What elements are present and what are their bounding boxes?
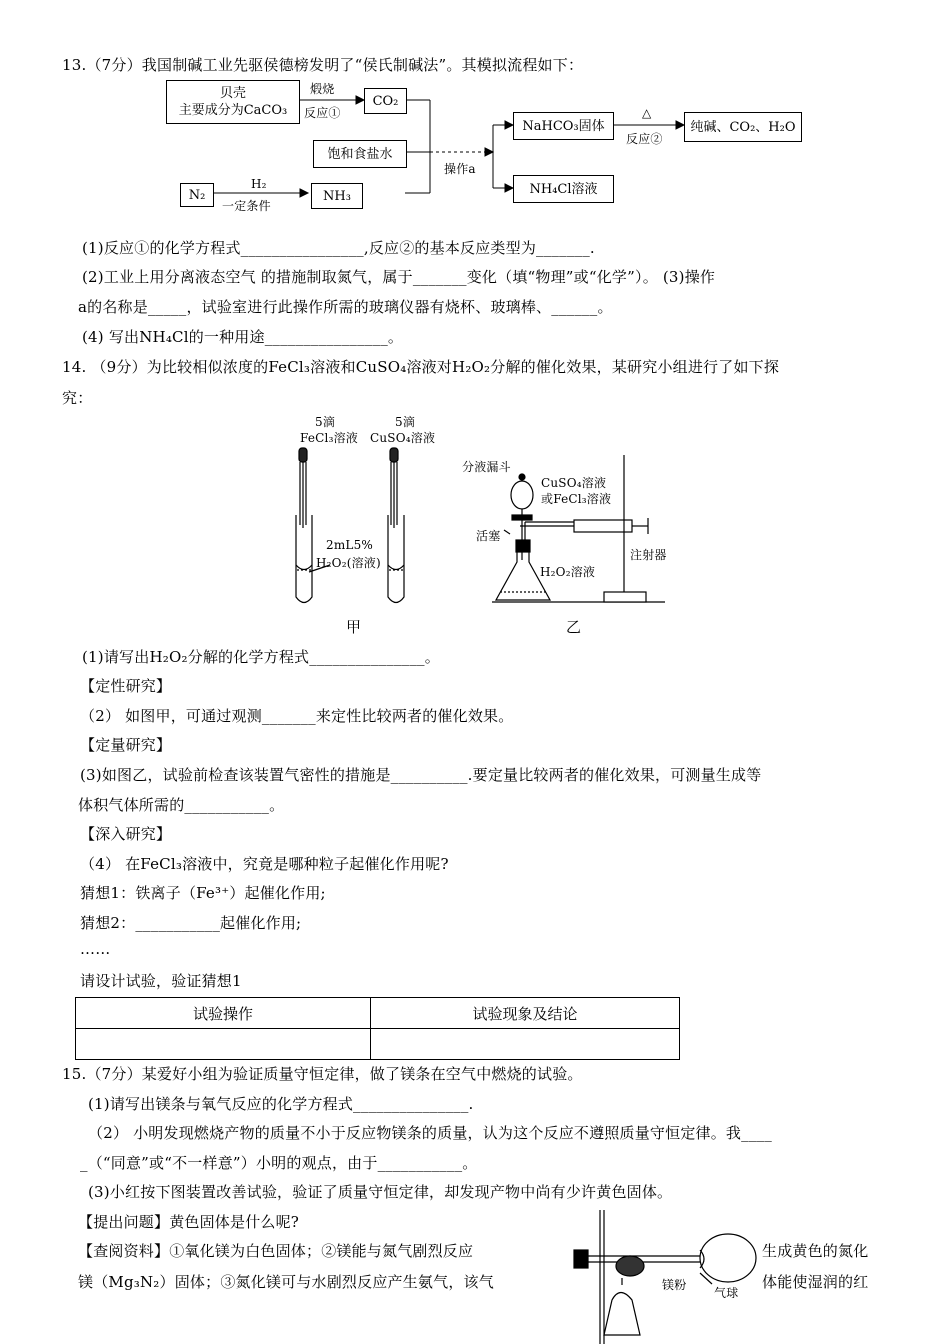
h2-label: H₂ bbox=[251, 177, 267, 191]
q14-part2: （2） 如图甲，可通过观测_______来定性比较两者的催化效果。 bbox=[80, 707, 514, 725]
syringe-label: 注射器 bbox=[630, 548, 667, 562]
q15-part2-line2: _（“同意”或“不一样意”）小明的观点，由于___________。 bbox=[80, 1154, 478, 1172]
brine-box: 饱和食盐水 bbox=[313, 140, 407, 168]
q13-title: 13.（7分）我国制碱工业先驱侯德榜发明了“侯氏制碱法”。其模拟流程如下： bbox=[62, 56, 584, 74]
reaction2-label: 反应② bbox=[626, 132, 663, 146]
quantitative-heading: 【定量研究】 bbox=[80, 736, 172, 754]
nh4cl-box: NH₄Cl溶液 bbox=[513, 175, 614, 203]
figure-yi-caption: 乙 bbox=[566, 618, 582, 636]
cuso4-solution-label: CuSO₄溶液 bbox=[541, 476, 607, 490]
q14-part1: (1)请写出H₂O₂分解的化学方程式_______________。 bbox=[82, 648, 440, 666]
deep-research-heading: 【深入研究】 bbox=[80, 825, 172, 843]
guess-2: 猜想2：___________起催化作用; bbox=[80, 914, 302, 932]
fecl3-reagent-label: FeCl₃溶液 bbox=[300, 431, 359, 445]
q14-part4: （4） 在FeCl₃溶液中，究竟是哪种粒子起催化作用呢? bbox=[80, 855, 449, 873]
guess-1: 猜想1：铁离子（Fe³⁺）起催化作用; bbox=[80, 884, 326, 902]
table-header-result: 试验现象及结论 bbox=[371, 998, 680, 1029]
info-line1-left: 【查阅资料】①氧化镁为白色固体；②镁能与氮气剧烈反应 bbox=[78, 1242, 474, 1260]
problem-heading: 【提出问题】黄色固体是什么呢? bbox=[78, 1213, 300, 1231]
q15-part3: (3)小红按下图装置改善试验，验证了质量守恒定律，却发现产物中尚有少许黄色固体。 bbox=[88, 1183, 673, 1201]
qualitative-heading: 【定性研究】 bbox=[80, 677, 172, 695]
h2o2-solution-label: H₂O₂(溶液) bbox=[316, 556, 381, 570]
condition-label: 一定条件 bbox=[222, 199, 271, 213]
info-line2-left: 镁（Mg₃N₂）固体；③氮化镁可与水剧烈反应产生氨气，该气 bbox=[78, 1273, 494, 1291]
q13-part1: (1)反应①的化学方程式________________,反应②的基本反应类型为_______. bbox=[82, 239, 595, 257]
shell-label: 贝壳 bbox=[219, 86, 246, 101]
q15-part1: (1)请写出镁条与氧气反应的化学方程式_______________. bbox=[88, 1095, 474, 1113]
q14-part3-line1: (3)如图乙，试验前检查该装置气密性的措施是__________.要定量比较两者的催化效果，可测量生成等 bbox=[80, 766, 762, 784]
products-box: 纯碱、CO₂、H₂O bbox=[684, 112, 802, 142]
funnel-label: 分液漏斗 bbox=[462, 460, 511, 474]
magnesium-powder-label: 镁粉 bbox=[662, 1278, 687, 1292]
q15-part2-line1: （2） 小明发现燃烧产物的质量不小于反应物镁条的质量，认为这个反应不遵照质量守恒定律。我____ bbox=[88, 1124, 772, 1142]
operation-a-label: 操作a bbox=[444, 162, 476, 176]
q14-part3-line2: 体积气体所需的___________。 bbox=[78, 796, 285, 814]
drops-label-1: 5滴 bbox=[315, 415, 336, 429]
calcine-label: 煅烧 bbox=[310, 82, 335, 96]
nh3-box: NH₃ bbox=[311, 183, 363, 209]
table-header-operation: 试验操作 bbox=[76, 998, 371, 1029]
n2-box: N₂ bbox=[180, 183, 214, 207]
q15-title: 15.（7分）某爱好小组为验证质量守恒定律，做了镁条在空气中燃烧的试验。 bbox=[62, 1065, 583, 1083]
flask-h2o2-label: H₂O₂溶液 bbox=[540, 565, 596, 579]
info-line1-right: 生成黄色的氮化 bbox=[762, 1242, 869, 1260]
cuso4-reagent-label: CuSO₄溶液 bbox=[370, 431, 436, 445]
reaction1-label: 反应① bbox=[304, 106, 341, 120]
shell-component: 主要成分为CaCO₃ bbox=[178, 103, 288, 118]
nahco3-box: NaHCO₃固体 bbox=[513, 112, 614, 140]
stopcock-label: 活塞 bbox=[476, 529, 501, 543]
drops-label-2: 5滴 bbox=[395, 415, 416, 429]
q14-title-line1: 14. （9分）为比较相似浓度的FeCl₃溶液和CuSO₄溶液对H₂O₂分解的催化效果，某研究小组进行了如下探 bbox=[62, 358, 780, 376]
info-line2-right: 体能使湿润的红 bbox=[762, 1273, 869, 1291]
concentration-label: 2mL5% bbox=[326, 538, 374, 552]
q13-part2-line2: a的名称是_____，试验室进行此操作所需的玻璃仪器有烧杯、玻璃棒、______。 bbox=[78, 298, 613, 316]
fecl3-solution-label: 或FeCl₃溶液 bbox=[541, 492, 612, 506]
q13-part2-line1: (2)工业上用分离液态空气 的措施制取氮气，属于_______变化（填“物理”或“化学”）。 (3)操作 bbox=[82, 268, 716, 286]
balloon-label: 气球 bbox=[714, 1286, 739, 1300]
heat-symbol: △ bbox=[642, 106, 652, 120]
q13-part4: (4) 写出NH₄Cl的一种用途________________。 bbox=[82, 328, 404, 346]
ellipsis: …… bbox=[80, 940, 111, 958]
figure-jia-caption: 甲 bbox=[346, 618, 362, 636]
co2-box: CO₂ bbox=[364, 88, 407, 114]
design-prompt: 请设计试验，验证猜想1 bbox=[80, 972, 242, 990]
q14-title-line2: 究： bbox=[62, 389, 93, 407]
